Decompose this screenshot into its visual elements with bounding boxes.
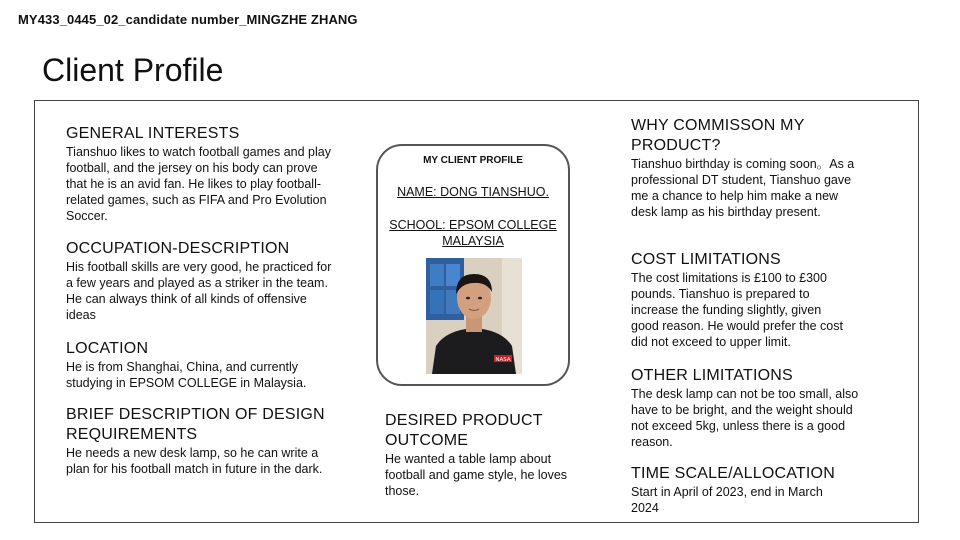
client-name: NAME: DONG TIANSHUO. xyxy=(397,185,549,199)
why-commission-section xyxy=(631,116,861,220)
jersey-logo-text: NASA xyxy=(495,357,511,363)
cost-limitations-section xyxy=(631,250,851,350)
time-scale-text: Start in April of 2023, end in March 2024 xyxy=(631,485,823,515)
client-profile-card xyxy=(376,144,570,386)
other-limitations-section xyxy=(631,366,863,450)
general-interests-text: Tianshuo likes to watch football games and play football, and the jersey on his body can prove that he is an avid fan. He likes to play football-related games, such as FIFA and Pro Evolution Soccer. xyxy=(66,145,331,223)
other-limitations-heading: OTHER LIMITATIONS xyxy=(631,367,793,384)
location-heading: LOCATION xyxy=(66,340,149,357)
design-requirements-heading: BRIEF DESCRIPTION OF DESIGN REQUIREMENTS xyxy=(66,406,325,443)
occupation-heading: OCCUPATION-DESCRIPTION xyxy=(66,240,290,257)
general-interests-heading: GENERAL INTERESTS xyxy=(66,125,240,142)
cost-limitations-text: The cost limitations is £100 to £300 pounds. Tianshuo is prepared to increase the funding slightly, given good reason. He would prefer the cost did not exceed to upper limit. xyxy=(631,271,843,349)
client-school: SCHOOL: EPSOM COLLEGE MALAYSIA xyxy=(389,218,557,248)
candidate-id: MY433_0445_02_candidate number_MINGZHE ZHANG xyxy=(18,12,358,27)
desired-outcome-text: He wanted a table lamp about football and game style, he loves those. xyxy=(385,452,568,498)
why-commission-heading: WHY COMMISSON MY PRODUCT? xyxy=(631,117,805,154)
occupation-section xyxy=(66,239,336,323)
design-requirements-text: He needs a new desk lamp, so he can write a plan for his football match in future in the dark. xyxy=(66,446,323,476)
why-commission-text: Tianshuo birthday is coming soon。As a professional DT student, Tianshuo gave me a chance to help him make a new desk lamp as his birthday present. xyxy=(631,157,855,219)
client-photo xyxy=(426,258,522,374)
desired-outcome-heading: DESIRED PRODUCT OUTCOME xyxy=(385,412,543,449)
occupation-text: His football skills are very good, he practiced for a few years and played as a striker in the team. He can always think of all kinds of offensive ideas xyxy=(66,260,332,322)
cost-limitations-heading: COST LIMITATIONS xyxy=(631,251,781,268)
time-scale-heading: TIME SCALE/ALLOCATION xyxy=(631,465,835,482)
location-text: He is from Shanghai, China, and currently studying in EPSOM COLLEGE in Malaysia. xyxy=(66,360,307,390)
design-requirements-section xyxy=(66,405,336,477)
time-scale-section xyxy=(631,464,851,516)
general-interests-section xyxy=(66,124,336,224)
other-limitations-text: The desk lamp can not be too small, also have to be bright, and the weight should not exceed 5kg, unless there is a good reason. xyxy=(631,387,859,449)
profile-card-heading: MY CLIENT PROFILE xyxy=(423,155,523,166)
page-title: Client Profile xyxy=(42,52,224,88)
desired-outcome-section xyxy=(385,411,580,499)
location-section xyxy=(66,339,336,391)
